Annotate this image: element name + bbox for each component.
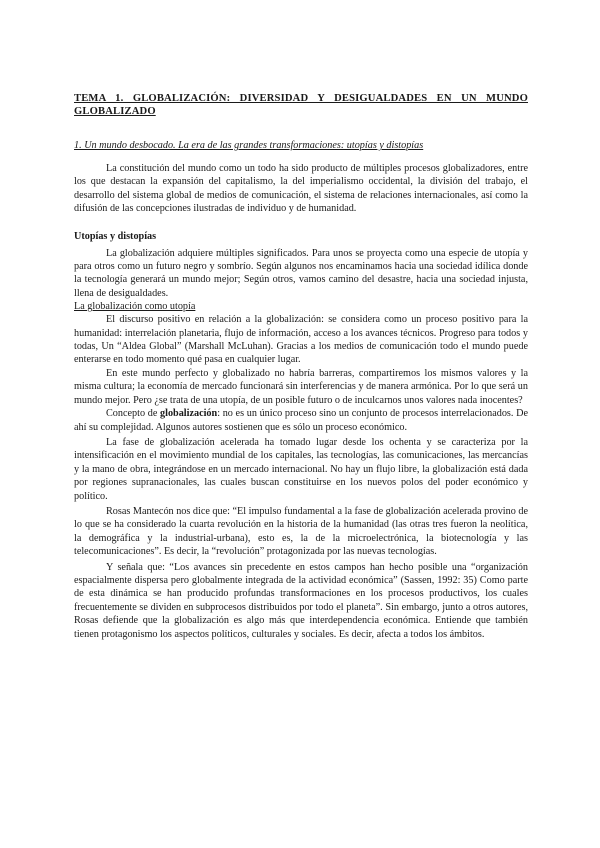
- subheading-globalization-utopia: La globalización como utopía: [74, 301, 196, 313]
- utopias-paragraph: La globalización adquiere múltiples significados. Para unos se proyecta como una especie de utopía y para otros como un futuro negro y sombrío. Según algunos nos encaminamos hacia una sociedad idílica donde la tecnología generará un mundo mejor; Según otros, vamos camino del desastre, hacia una sociedad injusta, llena de desigualdades.: [74, 247, 528, 299]
- acceleration-paragraph: La fase de globalización acelerada ha tomado lugar desde los ochenta y se caracteriza por la intensificación en el movimiento mundial de los capitales, las tecnologías, las comunicaciones, las mercancías y la mano de obra, integrándose en un mercado internacional. No hay un flujo libre, la globalización está dada por regiones supranacionales, las cuales buscan constituirse en los nuevos polos del poder económico y político.: [74, 436, 528, 502]
- intro-paragraph: La constitución del mundo como un todo ha sido producto de múltiples procesos globalizadores, entre los que destacan la expansión del capitalismo, la del imperialismo occidental, la división del trabajo, el desarrollo del sistema global de medios de comunicación, el sistema de relaciones internacionales, así como la difusión de las concepciones ilustradas de individuo y de humanidad.: [74, 163, 528, 215]
- document-title: TEMA 1. GLOBALIZACIÓN: DIVERSIDAD Y DESIGUALDADES EN UN MUNDO GLOBALIZADO: [74, 93, 528, 117]
- subheading-utopias-distopias: Utopías y distopías: [74, 230, 157, 242]
- rosas-paragraph: Rosas Mantecón nos dice que: “El impulso fundamental a la fase de globalización acelerada provino de lo que se ha considerado la cuarta revolución en la historia de la humanidad (las otras tres fueron la neolítica, la demográfica y la industrial-urbana), esto es, la de la microelectrónica, la biotecnología y las telecomunicaciones”. Es decir, la “revolución” protagonizada por las nuevas tecnologías.: [74, 505, 528, 558]
- sassen-paragraph: Y señala que: “Los avances sin precedente en estos campos han hecho posible una “organización espacialmente dispersa pero globalmente integrada de la actividad económica” (Sassen, 1992: 35) Como parte de esta dinámica se han producido profundas transformaciones en los procesos productivos, los cuales frecuentemente se dividen en subprocesos distribuidos por todo el planeta”. Sin embargo, junto a otros autores, Rosas defiende que la globalización es algo más que interdependencia económica. Entiende que también tienen protagonismo los aspectos políticos, culturales y sociales. Es decir, afecta a todos los ámbitos.: [74, 561, 528, 640]
- concept-prefix: Concepto de: [106, 408, 161, 420]
- utopia-paragraph-1: El discurso positivo en relación a la globalización: se considera como un proceso positivo para la humanidad: interrelación planetaria, flujo de información, acceso a los avances técnicos. Progreso para todos y todas, Un “Aldea Global” (Marshall McLuhan). Gracias a los medios de comunicación todo el mundo puede enterarse en todo momento qué pasa en cualquier lugar.: [74, 314, 528, 366]
- document-page: [74, 92, 528, 641]
- section-heading: 1. Un mundo desbocado. La era de las grandes transformaciones: utopías y distopías: [74, 140, 424, 151]
- concept-term: globalización: [160, 408, 218, 420]
- utopia-paragraph-2: En este mundo perfecto y globalizado no habría barreras, compartiremos los mismos valores y la misma cultura; la economía de mercado funcionará sin interferencias y de manera armónica. Por lo que será un mundo mejor. Pero ¿se trata de una utopía, de un posible futuro o de inculcarnos unos valores nada inocentes?: [74, 367, 528, 406]
- concept-text: : no es un único proceso sino un conjunto de procesos interrelacionados. De ahí su complejidad. Algunos autores sostienen que es sólo un proceso económico.: [74, 408, 528, 433]
- concept-paragraph: [74, 407, 528, 434]
